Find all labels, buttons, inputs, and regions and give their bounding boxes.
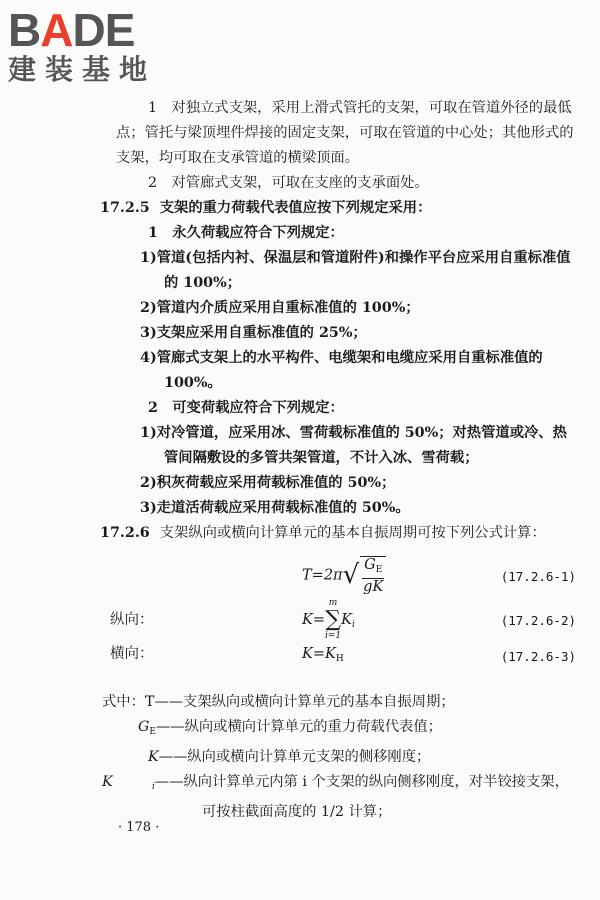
- definition-subscript: E: [149, 727, 156, 737]
- sum-upper: m: [328, 598, 338, 608]
- formula-1-fraction: [362, 557, 384, 595]
- clause-number: 17.2.5: [100, 200, 150, 216]
- formula-3-label: 横向：: [110, 646, 154, 662]
- formula-1-numerator: [362, 557, 384, 579]
- definition-text: ——支架纵向或横向计算单元的基本自振周期；: [154, 694, 455, 710]
- permanent-load-item-3: 3)支架应采用自重标准值的 25%；: [140, 325, 367, 341]
- sum-sigma: ∑: [325, 607, 341, 632]
- definitions: [102, 690, 576, 825]
- variable-load-item-1: 1)对冷管道，应采用冰、雪荷载标准值的 50%；对热管道或冷、热管间隔敷设的多管共架管道，不计入冰、雪荷载；: [140, 425, 567, 466]
- formula-2: [110, 596, 576, 641]
- formula-1-ref: (17.2.6-1): [500, 569, 576, 584]
- formula-2-expression: [302, 598, 355, 642]
- formula-3-ref: (17.2.6-3): [500, 649, 576, 664]
- page-number: · 178 ·: [118, 820, 160, 835]
- clause-text: 支架纵向或横向计算单元的基本自振周期可按下列公式计算：: [159, 525, 546, 541]
- variable-load-item-3: 3)走道活荷载应采用荷载标准值的 50%。: [140, 500, 410, 516]
- clause-text: 支架的重力荷载代表值应按下列规定采用：: [159, 200, 432, 216]
- permanent-load-item-4: 4)管廊式支架上的水平构件、电缆架和电缆应采用自重标准值的 100%。: [140, 350, 543, 391]
- definition-symbol: 式中：T: [102, 694, 155, 710]
- numerator-symbol: G: [364, 557, 376, 573]
- variable-load-heading: 2 可变荷载应符合下列规定：: [148, 400, 344, 416]
- formula-3-expression: [302, 642, 344, 672]
- sum-lower: i=1: [324, 631, 342, 641]
- logo-brand-b: B: [8, 4, 41, 56]
- permanent-load-heading: 1 永久荷载应符合下列规定：: [148, 225, 344, 241]
- definition-item: K $_i$——纵向计算单元内第 i 个支架的纵向侧移刚度，对半铰接支架，可按柱截面高度的 1/2 计算；: [102, 774, 569, 820]
- numerator-subscript: E: [375, 565, 383, 575]
- logo-subtitle: 建装基地: [8, 53, 157, 86]
- formula-2-lhs: K=: [302, 612, 325, 628]
- sqrt-icon: √: [342, 560, 360, 590]
- formula-2-label: 纵向：: [110, 612, 154, 628]
- formula-3: [110, 640, 576, 666]
- document-body: [100, 96, 576, 666]
- paragraph-item-2: 2 对管廊式支架，可取在支座的支承面处。: [148, 175, 429, 191]
- logo-brand-de: DE: [72, 4, 135, 56]
- definition-symbol: G: [138, 719, 150, 735]
- formula-2-ref: (17.2.6-2): [500, 613, 576, 628]
- formula-3-subscript: H: [335, 654, 344, 664]
- definition-subscript: i: [152, 782, 155, 792]
- definition-text: ——纵向或横向计算单元支架的侧移刚度；: [158, 749, 431, 765]
- definition-item: [102, 690, 576, 715]
- logo-brand-a: A: [40, 4, 73, 56]
- formula-1-lhs: T=2π: [302, 567, 343, 584]
- definition-symbol: K: [148, 749, 159, 765]
- formula-1-radicand: [360, 556, 386, 595]
- formula-2-term: K: [341, 612, 352, 628]
- clause-17-2-5: [100, 196, 576, 221]
- logo-brand: [8, 4, 156, 56]
- definition-item: [116, 745, 576, 770]
- clause-17-2-6: [100, 521, 576, 546]
- definition-item: [116, 715, 576, 745]
- permanent-load-item-1: 1)管道(包括内衬、保温层和管道附件)和操作平台应采用自重标准值的 100%；: [140, 250, 571, 291]
- logo: [8, 4, 156, 86]
- variable-load-item-2: 2)积灰荷载应采用荷载标准值的 50%；: [140, 475, 396, 491]
- formula-3-lhs: K=K: [302, 646, 336, 662]
- formula-1-expression: [302, 556, 386, 595]
- permanent-load-item-2: 2)管道内介质应采用自重标准值的 100%；: [140, 300, 420, 316]
- formula-2-term-subscript: i: [351, 620, 355, 630]
- definition-text: ——纵向或横向计算单元的重力荷载代表值；: [156, 719, 442, 735]
- formula-1: [116, 550, 576, 596]
- clause-number: 17.2.6: [100, 525, 150, 541]
- summation-icon: [325, 598, 341, 642]
- paragraph-item-1: 1 对独立式支架，采用上滑式管托的支架，可取在管道外径的最低点；管托与梁顶埋件焊接的固定支架，可取在管道的中心处；其他形式的支架，均可取在支承管道的横梁顶面。: [116, 100, 574, 166]
- definition-text: ——纵向计算单元内第 i 个支架的纵向侧移刚度，对半铰接支架，可按柱截面高度的 1/2 计算；: [154, 774, 569, 820]
- formula-1-denominator: gK: [363, 579, 384, 595]
